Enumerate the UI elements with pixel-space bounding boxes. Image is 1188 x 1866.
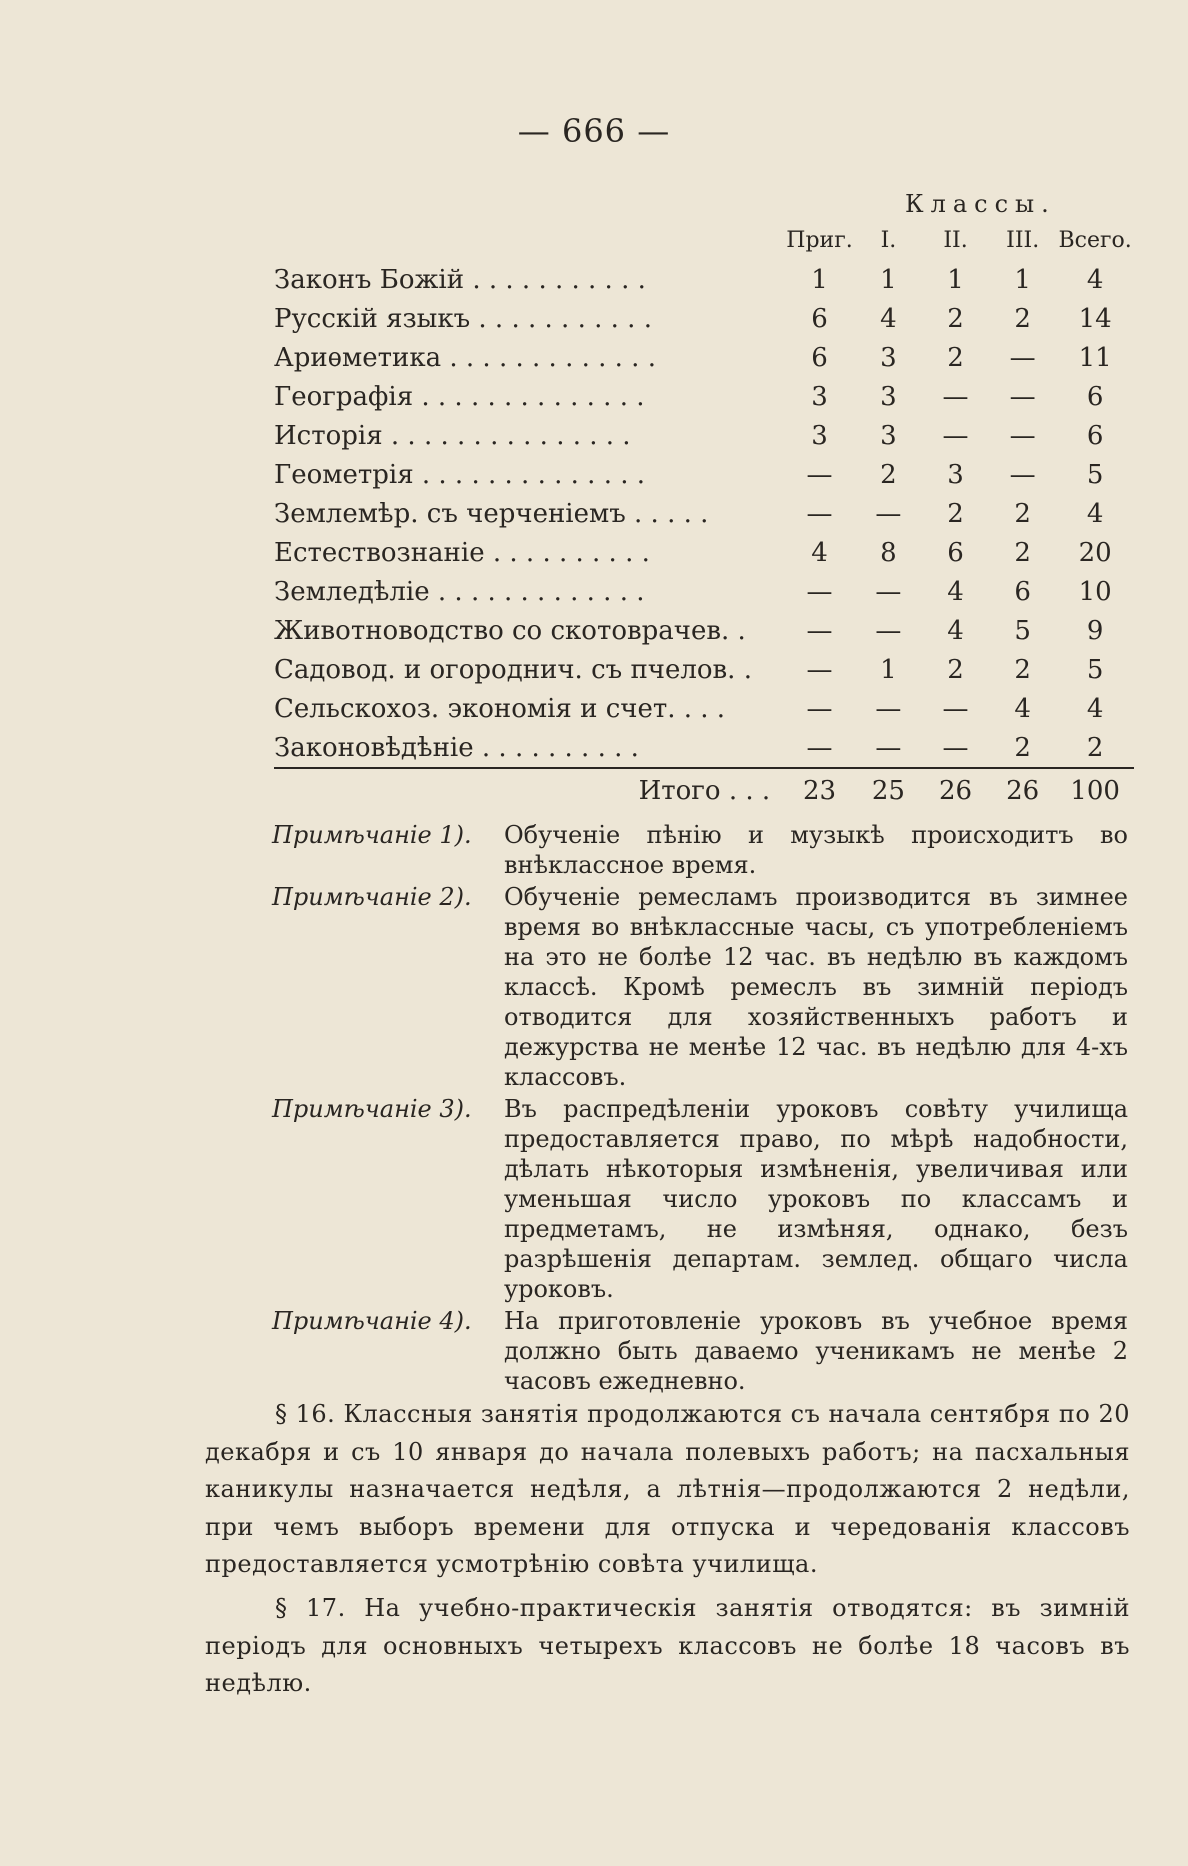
value-cell: 3 [947, 459, 964, 490]
value-cell: — [942, 693, 969, 724]
table-row [274, 533, 1134, 572]
value-cell: — [806, 576, 833, 607]
value-cell: — [806, 459, 833, 490]
table-row [274, 299, 1134, 338]
value-cell: — [806, 615, 833, 646]
value-cell: 5 [1014, 615, 1031, 646]
note-label: Примѣчаніе 1). [272, 821, 472, 849]
table-row [274, 416, 1134, 455]
value-cell: 3 [811, 420, 828, 451]
subject-cell: Ариѳметика . . . . . . . . . . . . . [274, 342, 656, 373]
table-row [274, 260, 1134, 299]
note-label: Примѣчаніе 4). [272, 1307, 472, 1335]
schedule-table [274, 220, 1134, 813]
note [272, 882, 1132, 1092]
value-cell: 4 [880, 303, 897, 334]
subject-cell: Садовод. и огороднич. съ пчелов. . [274, 654, 752, 685]
value-cell: — [806, 693, 833, 724]
total-row [274, 768, 1134, 813]
value-cell: — [1009, 459, 1036, 490]
value-cell: 3 [811, 381, 828, 412]
note-text: Обученіе ремесламъ производится въ зимнее время во внѣклассные часы, съ употребленіемъ на это не болѣе 12 час. въ недѣлю въ каждомъ классѣ. Кромѣ ремеслъ въ зимній періодъ отводится для хозяйственныхъ работъ и дежурства не менѣе 12 час. въ недѣлю для 4-хъ классовъ. [504, 883, 1128, 1091]
value-cell: — [875, 732, 902, 763]
value-cell: 4 [1086, 498, 1104, 529]
value-cell: — [1009, 420, 1036, 451]
value-cell: 2 [1014, 537, 1031, 568]
table-row [274, 494, 1134, 533]
notes-section [272, 820, 1132, 1398]
value-cell: 4 [947, 576, 964, 607]
value-cell: 9 [1086, 615, 1104, 646]
value-cell: 2 [1086, 732, 1104, 763]
table-row [274, 455, 1134, 494]
value-cell: — [806, 732, 833, 763]
total-cell: 100 [1056, 768, 1134, 813]
subject-cell: Землемѣр. съ черченіемъ . . . . . [274, 498, 709, 529]
value-cell: — [875, 693, 902, 724]
note-label: Примѣчаніе 2). [272, 883, 472, 911]
value-cell: 1 [880, 654, 897, 685]
value-cell: 6 [947, 537, 964, 568]
subject-cell: Земледѣліе . . . . . . . . . . . . . [274, 576, 645, 607]
value-cell: 4 [1086, 264, 1104, 295]
column-header: II. [943, 227, 968, 253]
total-cell: 25 [855, 768, 922, 813]
subject-cell: Русскій языкъ . . . . . . . . . . . [274, 303, 652, 334]
value-cell: 8 [880, 537, 897, 568]
value-cell: — [942, 381, 969, 412]
note-text: На приготовленіе уроковъ въ учебное время должно быть даваемо ученикамъ не менѣе 2 часовъ ежедневно. [504, 1307, 1128, 1395]
subject-cell: Геометрія . . . . . . . . . . . . . . [274, 459, 646, 490]
subject-cell: Исторія . . . . . . . . . . . . . . . [274, 420, 631, 451]
table-header-row [274, 220, 1134, 260]
value-cell: 20 [1078, 537, 1112, 568]
subject-cell: Географія . . . . . . . . . . . . . . [274, 381, 645, 412]
table-row [274, 728, 1134, 768]
value-cell: 2 [947, 303, 964, 334]
table-row [274, 689, 1134, 728]
value-cell: 3 [880, 381, 897, 412]
value-cell: 4 [811, 537, 828, 568]
value-cell: 1 [1014, 264, 1031, 295]
subject-header [274, 220, 784, 260]
subject-cell: Животноводство со скотоврачев. . [274, 615, 746, 646]
value-cell: 1 [880, 264, 897, 295]
note [272, 1094, 1132, 1304]
value-cell: 1 [947, 264, 964, 295]
note [272, 820, 1132, 880]
value-cell: 4 [1086, 693, 1104, 724]
total-label: Итого . . . [274, 768, 784, 813]
column-header: III. [1006, 227, 1040, 253]
value-cell: 6 [1086, 420, 1104, 451]
value-cell: — [875, 615, 902, 646]
value-cell: 2 [1014, 732, 1031, 763]
value-cell: 6 [811, 303, 828, 334]
value-cell: 2 [1014, 303, 1031, 334]
paragraph-17: § 17. На учебно-практическія занятія отводятся: въ зимній періодъ для основныхъ четырехъ классовъ не болѣе 18 часовъ въ недѣлю. [205, 1594, 1130, 1697]
table-row [274, 611, 1134, 650]
value-cell: 2 [1014, 498, 1031, 529]
value-cell: — [875, 498, 902, 529]
value-cell: — [942, 732, 969, 763]
subject-cell: Естествознаніе . . . . . . . . . . [274, 537, 650, 568]
paragraph-16: § 16. Классныя занятія продолжаются съ начала сентября по 20 декабря и съ 10 января до начала полевыхъ работъ; на пасхальныя каникулы назначается недѣля, а лѣтнія—продолжаются 2 недѣли, при чемъ выборъ времени для отпуска и чередованія классовъ предоставляется усмотрѣнію совѣта училища. [205, 1400, 1130, 1578]
value-cell: 2 [947, 498, 964, 529]
total-cell: 26 [922, 768, 989, 813]
subject-cell: Сельскохоз. экономія и счет. . . . [274, 693, 726, 724]
page-number: — 666 — [517, 112, 671, 150]
value-cell: 2 [880, 459, 897, 490]
note [272, 1306, 1132, 1396]
value-cell: 2 [947, 654, 964, 685]
note-text: Обученіе пѣнію и музыкѣ происходитъ во внѣклассное время. [504, 821, 1128, 879]
value-cell: 4 [947, 615, 964, 646]
value-cell: 3 [880, 342, 897, 373]
value-cell: 11 [1078, 342, 1112, 373]
value-cell: 3 [880, 420, 897, 451]
value-cell: 6 [1014, 576, 1031, 607]
column-header: Всего. [1058, 227, 1132, 253]
note-label: Примѣчаніе 3). [272, 1095, 472, 1123]
table-row [274, 338, 1134, 377]
value-cell: 5 [1086, 459, 1104, 490]
value-cell: 2 [947, 342, 964, 373]
value-cell: 6 [1086, 381, 1104, 412]
classes-title: Классы. [905, 190, 1056, 218]
table-row [274, 572, 1134, 611]
value-cell: — [875, 576, 902, 607]
value-cell: 5 [1086, 654, 1104, 685]
subject-cell: Законовѣдѣніе . . . . . . . . . . [274, 732, 639, 763]
table-row [274, 377, 1134, 416]
subject-cell: Законъ Божій . . . . . . . . . . . [274, 264, 646, 295]
value-cell: — [1009, 342, 1036, 373]
value-cell: — [806, 498, 833, 529]
value-cell: 14 [1078, 303, 1112, 334]
value-cell: 4 [1014, 693, 1031, 724]
value-cell: 10 [1078, 576, 1112, 607]
total-cell: 26 [989, 768, 1056, 813]
column-header: Приг. [786, 227, 853, 253]
value-cell: 1 [811, 264, 828, 295]
value-cell: — [942, 420, 969, 451]
value-cell: 2 [1014, 654, 1031, 685]
column-header: I. [880, 227, 897, 253]
value-cell: — [806, 654, 833, 685]
table-row [274, 650, 1134, 689]
note-text: Въ распредѣленіи уроковъ совѣту училища предоставляется право, по мѣрѣ надобности, дѣлать нѣкоторыя измѣненія, увеличивая или уменьшая число уроковъ по классамъ и предметамъ, не измѣняя, однако, безъ разрѣшенія департам. землед. общаго числа уроковъ. [504, 1095, 1128, 1303]
value-cell: — [1009, 381, 1036, 412]
value-cell: 6 [811, 342, 828, 373]
total-cell: 23 [784, 768, 855, 813]
